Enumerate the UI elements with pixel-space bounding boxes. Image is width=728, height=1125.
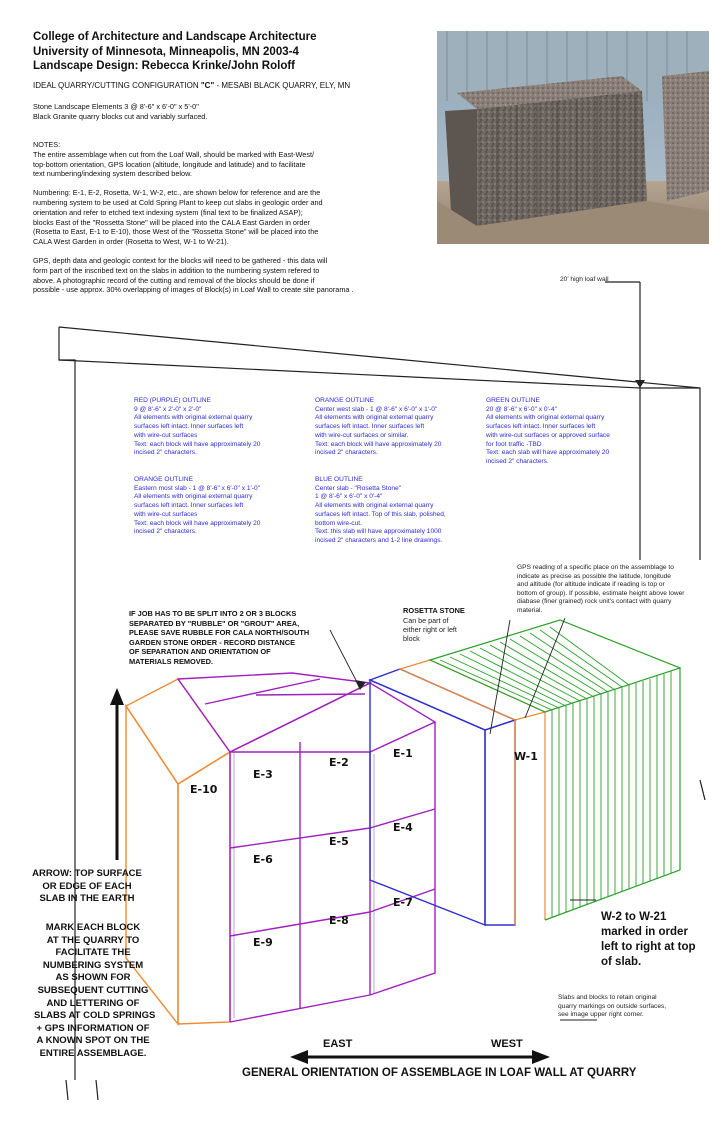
label-e3: E-3 xyxy=(253,768,273,781)
note-line: Text: each slab will have approximately 20 xyxy=(486,449,610,457)
note-line: for foot traffic -TBD xyxy=(486,440,542,448)
note-line: BLUE OUTLINE xyxy=(315,476,363,483)
note-line: RED (PURPLE) OUTLINE xyxy=(134,397,211,404)
note-line: All elements with original external quarry xyxy=(134,493,253,501)
note-line: with wire-cut surfaces xyxy=(134,431,198,439)
note-line: ORANGE OUTLINE xyxy=(315,397,374,404)
note-line: with wire-cut surfaces or approved surface xyxy=(486,431,610,439)
note-line: bottom of group). If possible, estimate height above lower xyxy=(517,589,685,597)
note-line: SLABS AT COLD SPRINGS xyxy=(34,1010,156,1022)
note-line: surfaces left intact. Top of this slab, polished, xyxy=(315,510,446,518)
blue-outline-note xyxy=(315,476,446,546)
orange-center-outline-note xyxy=(315,397,441,458)
note-line: AND LETTERING OF xyxy=(46,997,140,1009)
note-line: incised 2" characters. xyxy=(134,528,197,536)
notes-text: text numbering/indexing system described below. xyxy=(33,169,192,179)
label-e5: E-5 xyxy=(329,835,349,848)
note-line: incised 2" characters. xyxy=(486,457,549,465)
notes-text: possible - use approx. 30% overlapping of images of Block(s) in Loaf Wall to create site panorama . xyxy=(33,285,354,295)
top-surface-arrow xyxy=(110,688,124,860)
note-line: A KNOWN SPOT ON THE xyxy=(36,1035,150,1047)
header-line-1: College of Architecture and Landscape Architecture xyxy=(33,31,317,43)
loaf-wall-label: 20' high loaf wall xyxy=(560,276,609,283)
label-e2: E-2 xyxy=(329,756,349,769)
notes-text: GPS, depth data and geologic context for the blocks will need to be gathered - this data will xyxy=(33,255,328,265)
note-line: SEPARATED BY "RUBBLE" OR "GROUT" AREA, xyxy=(129,618,300,628)
label-e8: E-8 xyxy=(329,914,349,927)
west-label: WEST xyxy=(491,1038,523,1050)
notes-text: orientation and refer to etched text indexing system (final text to be finalized ASAP); xyxy=(33,207,303,217)
note-line: NUMBERING SYSTEM xyxy=(42,959,144,971)
subtitle-config: "C" xyxy=(200,81,215,90)
west-slab-lines xyxy=(440,627,671,917)
note-line: SUBSEQUENT CUTTING xyxy=(37,984,149,996)
label-e6: E-6 xyxy=(253,853,273,866)
note-line: AS SHOWN FOR xyxy=(55,972,131,984)
note-line: diabase (finer grained) rock unit's contact with quarry xyxy=(517,598,672,606)
note-line: bottom wire-cut. xyxy=(315,519,362,527)
note-line: SLAB IN THE EARTH xyxy=(39,893,135,905)
note-line: 20 @ 8'-6" x 6'-0" x 0'-4" xyxy=(486,405,558,413)
subtitle-prefix: IDEAL QUARRY/CUTTING CONFIGURATION xyxy=(33,81,201,90)
gps-note xyxy=(517,564,685,616)
note-line: MATERIALS REMOVED. xyxy=(129,656,214,666)
note-line: All elements with original external quarry xyxy=(315,502,434,510)
note-line: Slabs and blocks to retain original xyxy=(558,994,657,1001)
green-outline-note xyxy=(486,397,610,467)
west-slabs-note xyxy=(601,910,696,970)
note-line: left to right at top xyxy=(601,941,696,953)
center-west-slab-outline xyxy=(400,660,545,925)
note-line: marked in order xyxy=(601,926,688,938)
arrow-note xyxy=(28,868,146,906)
note-line: W-2 to W-21 xyxy=(601,911,667,923)
elements-line-1: Stone Landscape Elements 3 @ 8'-6" x 6'-0" x 5'-0" xyxy=(33,102,199,111)
east-blocks-outline xyxy=(178,673,435,1022)
note-line: Text: each block will have approximately 20 xyxy=(134,440,261,448)
note-line: ORANGE OUTLINE xyxy=(134,476,193,483)
note-line: Text: each block will have approximately 20 xyxy=(315,440,442,448)
slab-note xyxy=(558,994,666,1020)
note-line: PLEASE SAVE RUBBLE FOR CALA NORTH/SOUTH xyxy=(129,628,310,638)
note-line: with wire-cut surfaces or similar. xyxy=(315,431,409,439)
note-line: + GPS INFORMATION OF xyxy=(36,1022,150,1034)
note-line: incised 2" characters. xyxy=(134,449,197,457)
note-line: of slab. xyxy=(601,956,642,968)
note-line: incised 2" characters and 1-2 line drawings. xyxy=(315,536,443,544)
note-line: surfaces left intact. Inner surfaces left xyxy=(134,502,244,510)
note-line: indicate as precise as possible the latitude, longitude xyxy=(517,572,671,580)
mark-note xyxy=(34,922,156,1061)
label-e1: E-1 xyxy=(393,747,413,760)
orange-east-outline-note xyxy=(134,476,260,537)
note-line: see image upper right corner. xyxy=(558,1011,644,1019)
note-line: All elements with original external quarry xyxy=(486,414,605,422)
note-line: surfaces left intact. Inner surfaces left xyxy=(315,423,425,431)
notes-text: Numbering: E-1, E-2, Rosetta, W-1, W-2, etc., are shown below for reference and are the xyxy=(33,188,321,198)
note-line: Text: each block will have approximately 20 xyxy=(134,519,261,527)
notes-text: blocks East of the "Rossetta Stone" will be placed into the CALA East Garden in order xyxy=(33,217,310,227)
note-line: GARDEN STONE ORDER - RECORD DISTANCE xyxy=(129,637,296,647)
note-line: with wire-cut surfaces xyxy=(134,510,198,518)
note-line: material. xyxy=(517,606,543,614)
notes-text: above. A photographic record of the cutting and removal of the blocks should be done if xyxy=(33,275,315,285)
red-outline-note xyxy=(134,397,260,458)
note-line: IF JOB HAS TO BE SPLIT INTO 2 OR 3 BLOCKS xyxy=(129,609,297,618)
rosetta-note xyxy=(403,606,465,643)
note-line: FACILITATE THE xyxy=(55,947,131,959)
notes-text: (Rosetta to East, E-1 to E-10), those West of the "Rossetta Stone" will be placed into the xyxy=(33,227,319,237)
note-line: GREEN OUTLINE xyxy=(486,397,540,404)
note-line: MARK EACH BLOCK xyxy=(45,922,141,933)
label-e7: E-7 xyxy=(393,896,413,909)
rosetta-slab-outline xyxy=(370,669,515,925)
note-line: ENTIRE ASSEMBLAGE. xyxy=(39,1047,147,1059)
notes-heading: NOTES: xyxy=(33,140,61,149)
note-line: and altitude (for altitude indicate if reading is top or xyxy=(517,581,665,589)
note-line: Can be part of xyxy=(403,615,449,625)
notes-text: The entire assemblage when cut from the Loaf Wall, should be marked with East-West/ xyxy=(33,149,315,159)
label-w1: W-1 xyxy=(514,750,538,763)
orientation-arrow xyxy=(290,1050,550,1064)
note-line: Text: this slab will have approximately 1000 xyxy=(315,528,442,536)
note-line: Center west slab - 1 @ 8'-6" x 6'-0" x 1'-0" xyxy=(315,405,438,413)
note-line: surfaces left intact. Inner surfaces left xyxy=(486,423,596,431)
notes-text: numbering system to be used at Cold Spring Plant to keep cut slabs in geologic order and xyxy=(33,197,323,207)
east-label: EAST xyxy=(323,1038,353,1050)
note-line: 9 @ 8'-6" x 2'-0" x 2'-0" xyxy=(134,405,202,413)
rosetta-title: ROSETTA STONE xyxy=(403,606,465,615)
label-e9: E-9 xyxy=(253,936,273,949)
note-line: quarry markings on outside surfaces, xyxy=(558,1002,667,1010)
split-note xyxy=(129,609,309,667)
note-line: GPS reading of a specific place on the assemblage to xyxy=(517,564,674,571)
notes-text: CALA West Garden in order (Rosetta to West, W-1 to W-21). xyxy=(33,237,229,247)
note-line: block xyxy=(403,633,420,643)
note-line: All elements with original external quarry xyxy=(134,414,253,422)
header-line-3: Landscape Design: Rebecca Krinke/John Roloff xyxy=(33,60,296,72)
note-line: AT THE QUARRY TO xyxy=(46,934,140,946)
note-line: Center slab - "Rosetta Stone" xyxy=(315,484,402,492)
note-line: Eastern most slab - 1 @ 8'-6" x 6'-0" x 1'-0" xyxy=(134,484,260,492)
subtitle-suffix: - MESABI BLACK QUARRY, ELY, MN xyxy=(214,81,351,90)
notes-text: form part of the inscribed text on the slabs in addition to the numbering system refered to xyxy=(33,265,320,275)
note-line: OF SEPARATION AND ORIENTATION OF xyxy=(129,647,271,657)
note-line: either right or left xyxy=(403,624,457,634)
label-e4: E-4 xyxy=(393,821,413,834)
note-line: OR EDGE OF EACH xyxy=(42,880,132,892)
orientation-caption: GENERAL ORIENTATION OF ASSEMBLAGE IN LOAF WALL AT QUARRY xyxy=(242,1067,637,1079)
note-line: ARROW: TOP SURFACE xyxy=(32,868,142,879)
note-line: surfaces left intact. Inner surfaces left xyxy=(134,423,244,431)
header-line-2: University of Minnesota, Minneapolis, MN 2003-4 xyxy=(33,45,299,58)
note-line: incised 2" characters. xyxy=(315,449,378,457)
label-e10: E-10 xyxy=(190,783,218,796)
note-line: All elements with original external quarry xyxy=(315,414,434,422)
notes-text: top-bottom orientation, GPS location (altitude, longitude and latitude) and to facilitate xyxy=(33,159,306,169)
elements-line-2: Black Granite quarry blocks cut and variably surfaced. xyxy=(33,111,208,121)
note-line: 1 @ 8'-6" x 6'-0" x 0'-4" xyxy=(315,493,383,501)
